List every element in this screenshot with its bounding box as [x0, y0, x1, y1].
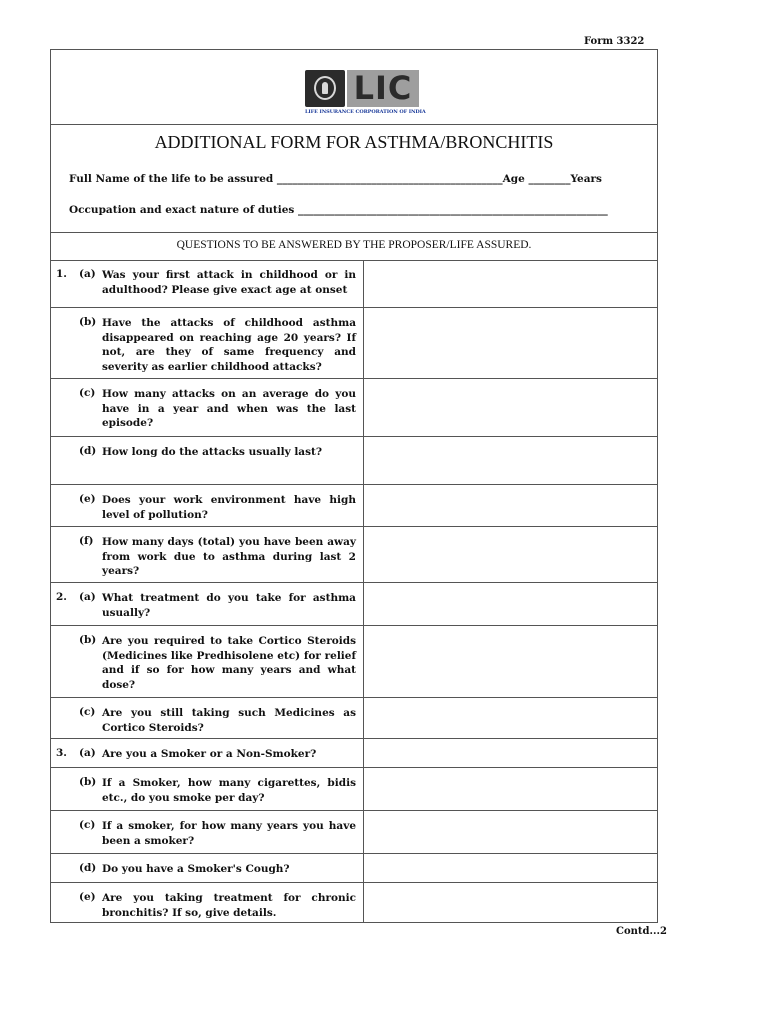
lic-logo — [305, 69, 426, 115]
occupation-field[interactable]: Occupation and exact nature of duties ___________________________________________________________ — [69, 204, 608, 216]
question-row — [51, 260, 657, 308]
question-text: How many days (total) you have been away from work due to asthma during last 2 years? — [102, 536, 356, 577]
question-label: (c) — [79, 387, 96, 399]
form-header — [51, 50, 657, 125]
question-row — [51, 811, 657, 854]
form-number: Form 3322 — [584, 36, 645, 47]
question-row — [51, 768, 657, 811]
question-label: (c) — [79, 706, 96, 718]
question-row — [51, 379, 657, 437]
question-number: 2. — [56, 591, 67, 603]
question-text: Have the attacks of childhood asthma disappeared on reaching age 20 years? If not, are they of same frequency and severity as earlier childhood attacks? — [102, 317, 356, 373]
question-text: Do you have a Smoker's Cough? — [102, 863, 290, 875]
question-label: (a) — [79, 591, 96, 603]
question-row — [51, 626, 657, 698]
question-text: How long do the attacks usually last? — [102, 446, 323, 458]
logo-text: LIC — [347, 70, 419, 107]
question-label: (b) — [79, 316, 97, 328]
question-row — [51, 308, 657, 379]
question-label: (b) — [79, 776, 97, 788]
question-label: (a) — [79, 747, 96, 759]
question-label: (e) — [79, 891, 96, 903]
logo-subtitle: LIFE INSURANCE CORPORATION OF INDIA — [305, 109, 426, 115]
question-row — [51, 485, 657, 527]
question-label: (a) — [79, 268, 96, 280]
question-label: (f) — [79, 535, 94, 547]
question-label: (d) — [79, 445, 97, 457]
question-row — [51, 437, 657, 485]
question-row — [51, 698, 657, 739]
question-text: Was your first attack in childhood or in adulthood? Please give exact age at onset — [102, 269, 356, 296]
question-label: (e) — [79, 493, 96, 505]
question-row — [51, 854, 657, 883]
question-row — [51, 883, 657, 923]
full-name-field[interactable]: Full Name of the life to be assured ___________________________________________Age ________Years — [69, 173, 602, 185]
question-text: How many attacks on an average do you have in a year and when was the last episode? — [102, 388, 356, 429]
question-text: Are you a Smoker or a Non-Smoker? — [102, 748, 317, 760]
page-title: ADDITIONAL FORM FOR ASTHMA/BRONCHITIS — [154, 132, 554, 152]
question-row — [51, 527, 657, 583]
form-box — [50, 49, 658, 923]
question-label: (c) — [79, 819, 96, 831]
question-text: If a smoker, for how many years you have been a smoker? — [102, 820, 356, 847]
question-number: 3. — [56, 747, 67, 759]
divider — [51, 232, 657, 233]
question-text: Are you required to take Cortico Steroids (Medicines like Predhisolene etc) for relief and if so for how many years and what dose? — [102, 635, 356, 691]
question-text: What treatment do you take for asthma usually? — [102, 592, 356, 619]
question-text: If a Smoker, how many cigarettes, bidis etc., do you smoke per day? — [102, 777, 356, 804]
question-number: 1. — [56, 268, 67, 280]
question-text: Are you still taking such Medicines as Cortico Steroids? — [102, 707, 356, 734]
question-row — [51, 739, 657, 768]
continued-label: Contd...2 — [616, 926, 667, 937]
question-label: (b) — [79, 634, 97, 646]
question-row — [51, 583, 657, 626]
question-label: (d) — [79, 862, 97, 874]
lamp-emblem-icon — [305, 70, 345, 107]
questions-header: QUESTIONS TO BE ANSWERED BY THE PROPOSER/LIFE ASSURED. — [176, 239, 532, 251]
question-text: Does your work environment have high level of pollution? — [102, 494, 356, 521]
question-text: Are you taking treatment for chronic bronchitis? If so, give details. — [102, 892, 356, 919]
